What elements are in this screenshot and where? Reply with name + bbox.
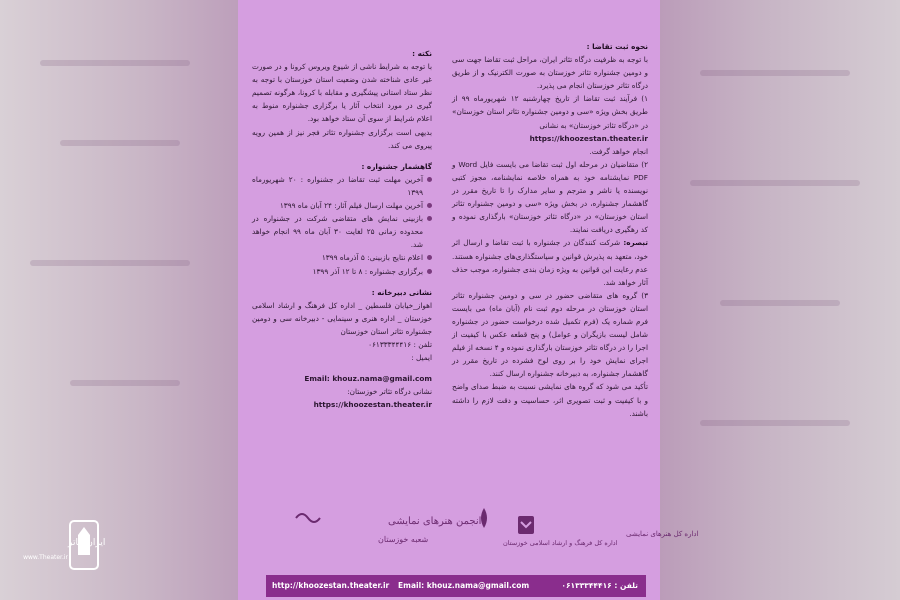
dramatic-arts-logo: [518, 500, 699, 560]
closing-note: تأکید می شود که گروه های نمایشی نسبت به ضبط صدای واضح و با کیفیت و ثبت تصویری اثر، حساسیت و دقت لازم را داشته باشند.: [452, 382, 648, 418]
email-address[interactable]: Email: khouz.nama@gmail.com: [304, 374, 432, 384]
calendar-item: آخرین مهلت ارسال فیلم آثار: ۲۴ آبان ماه ۱۳۹۹: [252, 199, 432, 212]
logos-row: [238, 500, 699, 560]
logo-left-title: انجمن هنرهای نمایشی: [388, 516, 482, 527]
festival-poster: [238, 0, 699, 600]
theater-association-logo: [288, 500, 482, 560]
email-label: ایمیل :: [411, 353, 432, 363]
calendar-item: بازبینی نمایش های متقاضی شرکت در جشنواره در محدوده زمانی ۲۵ لغایت ۳۰ آبان ماه ۹۹ انجام خواهد شد.: [252, 212, 432, 251]
step-2: ۲) متقاضیان در مرحله اول ثبت تقاضا می بایست فایل Word و PDF نمایشنامه خود به همراه خلاصه نمایشنامه، مجوز کتبی نویسنده یا ناشر و مترجم و سایر مدارک را تا تاریخ مقرر در گاهشمار جشنواره، در بخش ویژه «سی و دومین جشنواره تئاتر استان خوزستان» در «درگاه تئاتر خوزستان» بارگذاری نموده و کد رهگیری دریافت نمایند.: [452, 159, 649, 235]
calendar-heading: گاهشمار جشنواره :: [361, 161, 432, 171]
calendar-item: برگزاری جشنواره : ۸ تا ۱۲ آذر ۱۳۹۹: [252, 265, 432, 278]
step-1-url: https://khoozestan.theater.ir: [529, 133, 648, 143]
fajr-note: بدیهی است برگزاری جشنواره تئاتر فجر نیز از همین رویه پیروی می کند.: [252, 127, 432, 150]
phone-number: ۰۶۱۳۳۳۴۴۴۱۶: [368, 339, 412, 349]
footer-url[interactable]: http://khoozestan.theater.ir: [272, 581, 390, 590]
covid-note: با توجه به شرایط ناشی از شیوع ویروس کرونا و در صورت غیر عادی شناخته شدن وضعیت استان خوزستان با توجه به نظر ستاد استانی پیشگیری و مقابله با کرونا، هرگونه تصمیم گیری در مورد انتخاب آثار یا برگزاری جشنواره منوط به اعلام شرایط از سوی آن ستاد خواهد بود.: [252, 62, 432, 124]
info-column: [252, 47, 432, 411]
blurred-background-right: [660, 0, 900, 600]
step-1: ۱) فرآیند ثبت تقاضا از تاریخ چهارشنبه ۱۲ شهریورماه ۹۹ از طریق بخش ویژه «سی و دومین جشنواره تئاتر استان خوزستان» در «درگاه تئاتر خوزستان» به نشانی: [452, 94, 649, 130]
ministry-culture-logo: [408, 500, 618, 560]
logo-left-sub: شعبه خوزستان: [378, 535, 429, 544]
logo-center-text: اداره کل فرهنگ و ارشاد اسلامی خوزستان: [503, 539, 618, 547]
address-text: اهواز_خیابان فلسطین _ اداره کل فرهنگ و ارشاد اسلامی خوزستان _ اداره هنری و سینمایی - دبیرخانه سی و دومین جشنواره تئاتر استان خوزستان: [252, 300, 432, 336]
registration-heading: نحوه ثبت تقاضا :: [586, 42, 648, 51]
watermark-url: www.Theater.ir: [23, 554, 68, 561]
note-text: شرکت کنندگان در جشنواره با ثبت تقاضا و ارسال اثر خود، متعهد به پذیرش قوانین و سیاستگذاری‌های جشنواره هستند. عدم رعایت این قوانین به ویژه زمان بندی جشنواره، موجب حذف آثار خواهد شد.: [452, 238, 648, 287]
step-3: ۳) گروه های متقاضی حضور در سی و دومین جشنواره تئاتر استان خوزستان در مرحله دوم ثبت نام (آبان ماه) می بایست فرم شماره یک (فرم تکمیل شده درخواست حضور در جشنواره شامل لیست بازیگران و عوامل) و پنج قطعه عکس با کیفیت از اجرا را در درگاه تئاتر خوزستان بارگذاری نموده و ۴ نسخه از فیلم اجرای نمایش خود را بر روی لوح فشرده در تاریخ مقرر در گاهشمار جشنواره، به دبیرخانه جشنواره ارسال کنند.: [452, 290, 648, 379]
calendar-item: اعلام نتایج بازبینی: ۵ آذرماه ۱۳۹۹: [252, 251, 432, 264]
note-label: تبصره:: [623, 238, 648, 248]
phone-label: تلفن :: [413, 339, 432, 349]
portal-url[interactable]: https://khoozestan.theater.ir: [313, 400, 432, 410]
note-heading: نکته :: [412, 49, 432, 58]
footer-phone: تلفن : ۰۶۱۳۳۳۴۴۴۱۶: [561, 581, 638, 590]
registration-column: [452, 40, 648, 420]
footer-email[interactable]: Email: khouz.nama@gmail.com: [398, 581, 530, 590]
step-1-end: انجام خواهد گرفت.: [589, 146, 648, 156]
registration-intro: با توجه به ظرفیت درگاه تئاتر ایران، مراحل ثبت تقاضا جهت سی و دومین جشنواره تئاتر خوزستان به صورت الکترنیک و از طریق درگاه تئاتر خوزستان انجام می پذیرد.: [452, 55, 648, 91]
watermark-name: ایران تئاتر: [68, 538, 106, 548]
logo-right-text: اداره کل هنرهای نمایشی: [626, 530, 699, 538]
contact-footer-bar: [266, 575, 646, 597]
blurred-background-left: [0, 0, 238, 600]
calendar-item: آخرین مهلت ثبت تقاضا در جشنواره : ۲۰ شهریورماه ۱۳۹۹: [252, 173, 432, 199]
portal-label: نشانی درگاه تئاتر خوزستان:: [347, 387, 432, 397]
address-heading: نشانی دبیرخانه :: [371, 287, 432, 297]
iran-theater-watermark: [23, 515, 108, 585]
